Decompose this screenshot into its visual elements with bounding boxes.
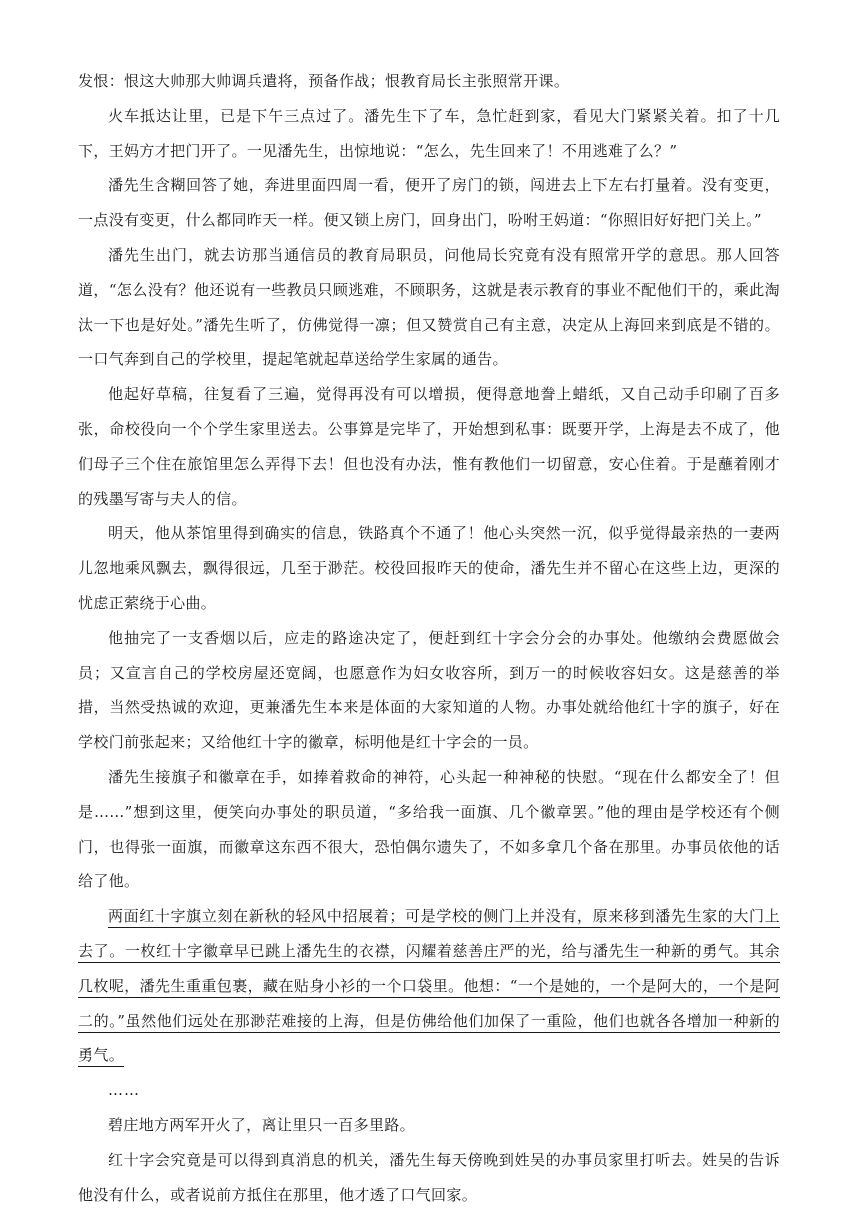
paragraph-6: 明天，他从茶馆里得到确实的信息，铁路真个不通了！他心头突然一沉，似乎觉得最亲热的一妻两儿忽地乘风飘去，飘得很远，几至于渺茫。校役回报昨天的使命，潘先生并不留心在这些上边，更深的忧虑正萦绕于心曲。 [78,524,780,612]
paragraph-11: 红十字会究竟是可以得到真消息的机关，潘先生每天傍晚到姓吴的办事员家里打听去。姓吴的告诉他没有什么，或者说前方抵住在那里，他才透了口气回家。 [78,1150,780,1204]
ellipsis-break: …… [108,1081,140,1100]
document-body [78,64,780,1212]
paragraph-10: 碧庄地方两军开火了，离让里只一百多里路。 [108,1115,416,1134]
underlined-passage [78,899,780,1073]
paragraph-8: 潘先生接旗子和徽章在手，如捧着救命的神符，心头起一种神秘的快慰。“现在什么都安全了！但是……”想到这里，便笑向办事处的职员道，“多给我一面旗、几个徽章罢。”他的理由是学校还有个侧门，也得张一面旗，而徽章这东西不很大，恐怕偶尔遗失了，不如多拿几个备在那里。办事员依他的话给了他。 [78,767,780,891]
underlined-passage-text: 两面红十字旗立刻在新秋的轻风中招展着；可是学校的侧门上并没有，原来移到潘先生家的大门上去了。一枚红十字徽章早已跳上潘先生的衣襟，闪耀着慈善庄严的光，给与潘先生一种新的勇气。其余几枚呢，潘先生重重包裹，藏在贴身小衫的一个口袋里。他想：“一个是她的，一个是阿大的，一个是阿二的。”虽然他们远处在那渺茫难接的上海，但是仿佛给他们加保了一重险，他们也就各各增加一种新的勇气。 [78,907,780,1065]
paragraph-5: 他起好草稿，往复看了三遍，觉得再没有可以增损，便得意地誊上蜡纸，又自己动手印刷了百多张，命校役向一个个学生家里送去。公事算是完毕了，开始想到私事：既要开学，上海是去不成了，他们母子三个住在旅馆里怎么弄得下去！但也没有办法，惟有教他们一切留意，安心住着。于是蘸着刚才的残墨写寄与夫人的信。 [78,385,780,508]
paragraph-7: 他抽完了一支香烟以后，应走的路途决定了，便赶到红十字会分会的办事处。他缴纳会费愿做会员；又宣言自己的学校房屋还宽阔，也愿意作为妇女收容所，到万一的时候收容妇女。这是慈善的举措，当然受热诚的欢迎，更兼潘先生本来是体面的大家知道的人物。办事处就给他红十字的旗子，好在学校门前张起来；又给他红十字的徽章，标明他是红十字会的一员。 [78,628,780,752]
paragraph-4: 潘先生出门，就去访那当通信员的教育局职员，问他局长究竟有没有照常开学的意思。那人回答道，“怎么没有？他还说有一些教员只顾逃难，不顾职务，这就是表示教育的事业不配他们干的，乘此淘汰一下也是好处。”潘先生听了，仿佛觉得一凛；但又赞赏自己有主意，决定从上海回来到底是不错的。一口气奔到自己的学校里，提起笔就起草送给学生家属的通告。 [78,245,780,369]
paragraph-3: 潘先生含糊回答了她，奔进里面四周一看，便开了房门的锁，闯进去上下左右打量着。没有变更，一点没有变更，什么都同昨天一样。便又锁上房门，回身出门，吩咐王妈道：“你照旧好好把门关上。” [78,176,780,230]
paragraph-2: 火车抵达让里，已是下午三点过了。潘先生下了车，急忙赶到家，看见大门紧紧关着。扣了十几下，王妈方才把门开了。一见潘先生，出惊地说：“怎么，先生回来了！不用逃难了么？” [78,106,780,160]
paragraph-1: 发恨：恨这大帅那大帅调兵遣将，预备作战；恨教育局长主张照常开课。 [78,72,570,90]
